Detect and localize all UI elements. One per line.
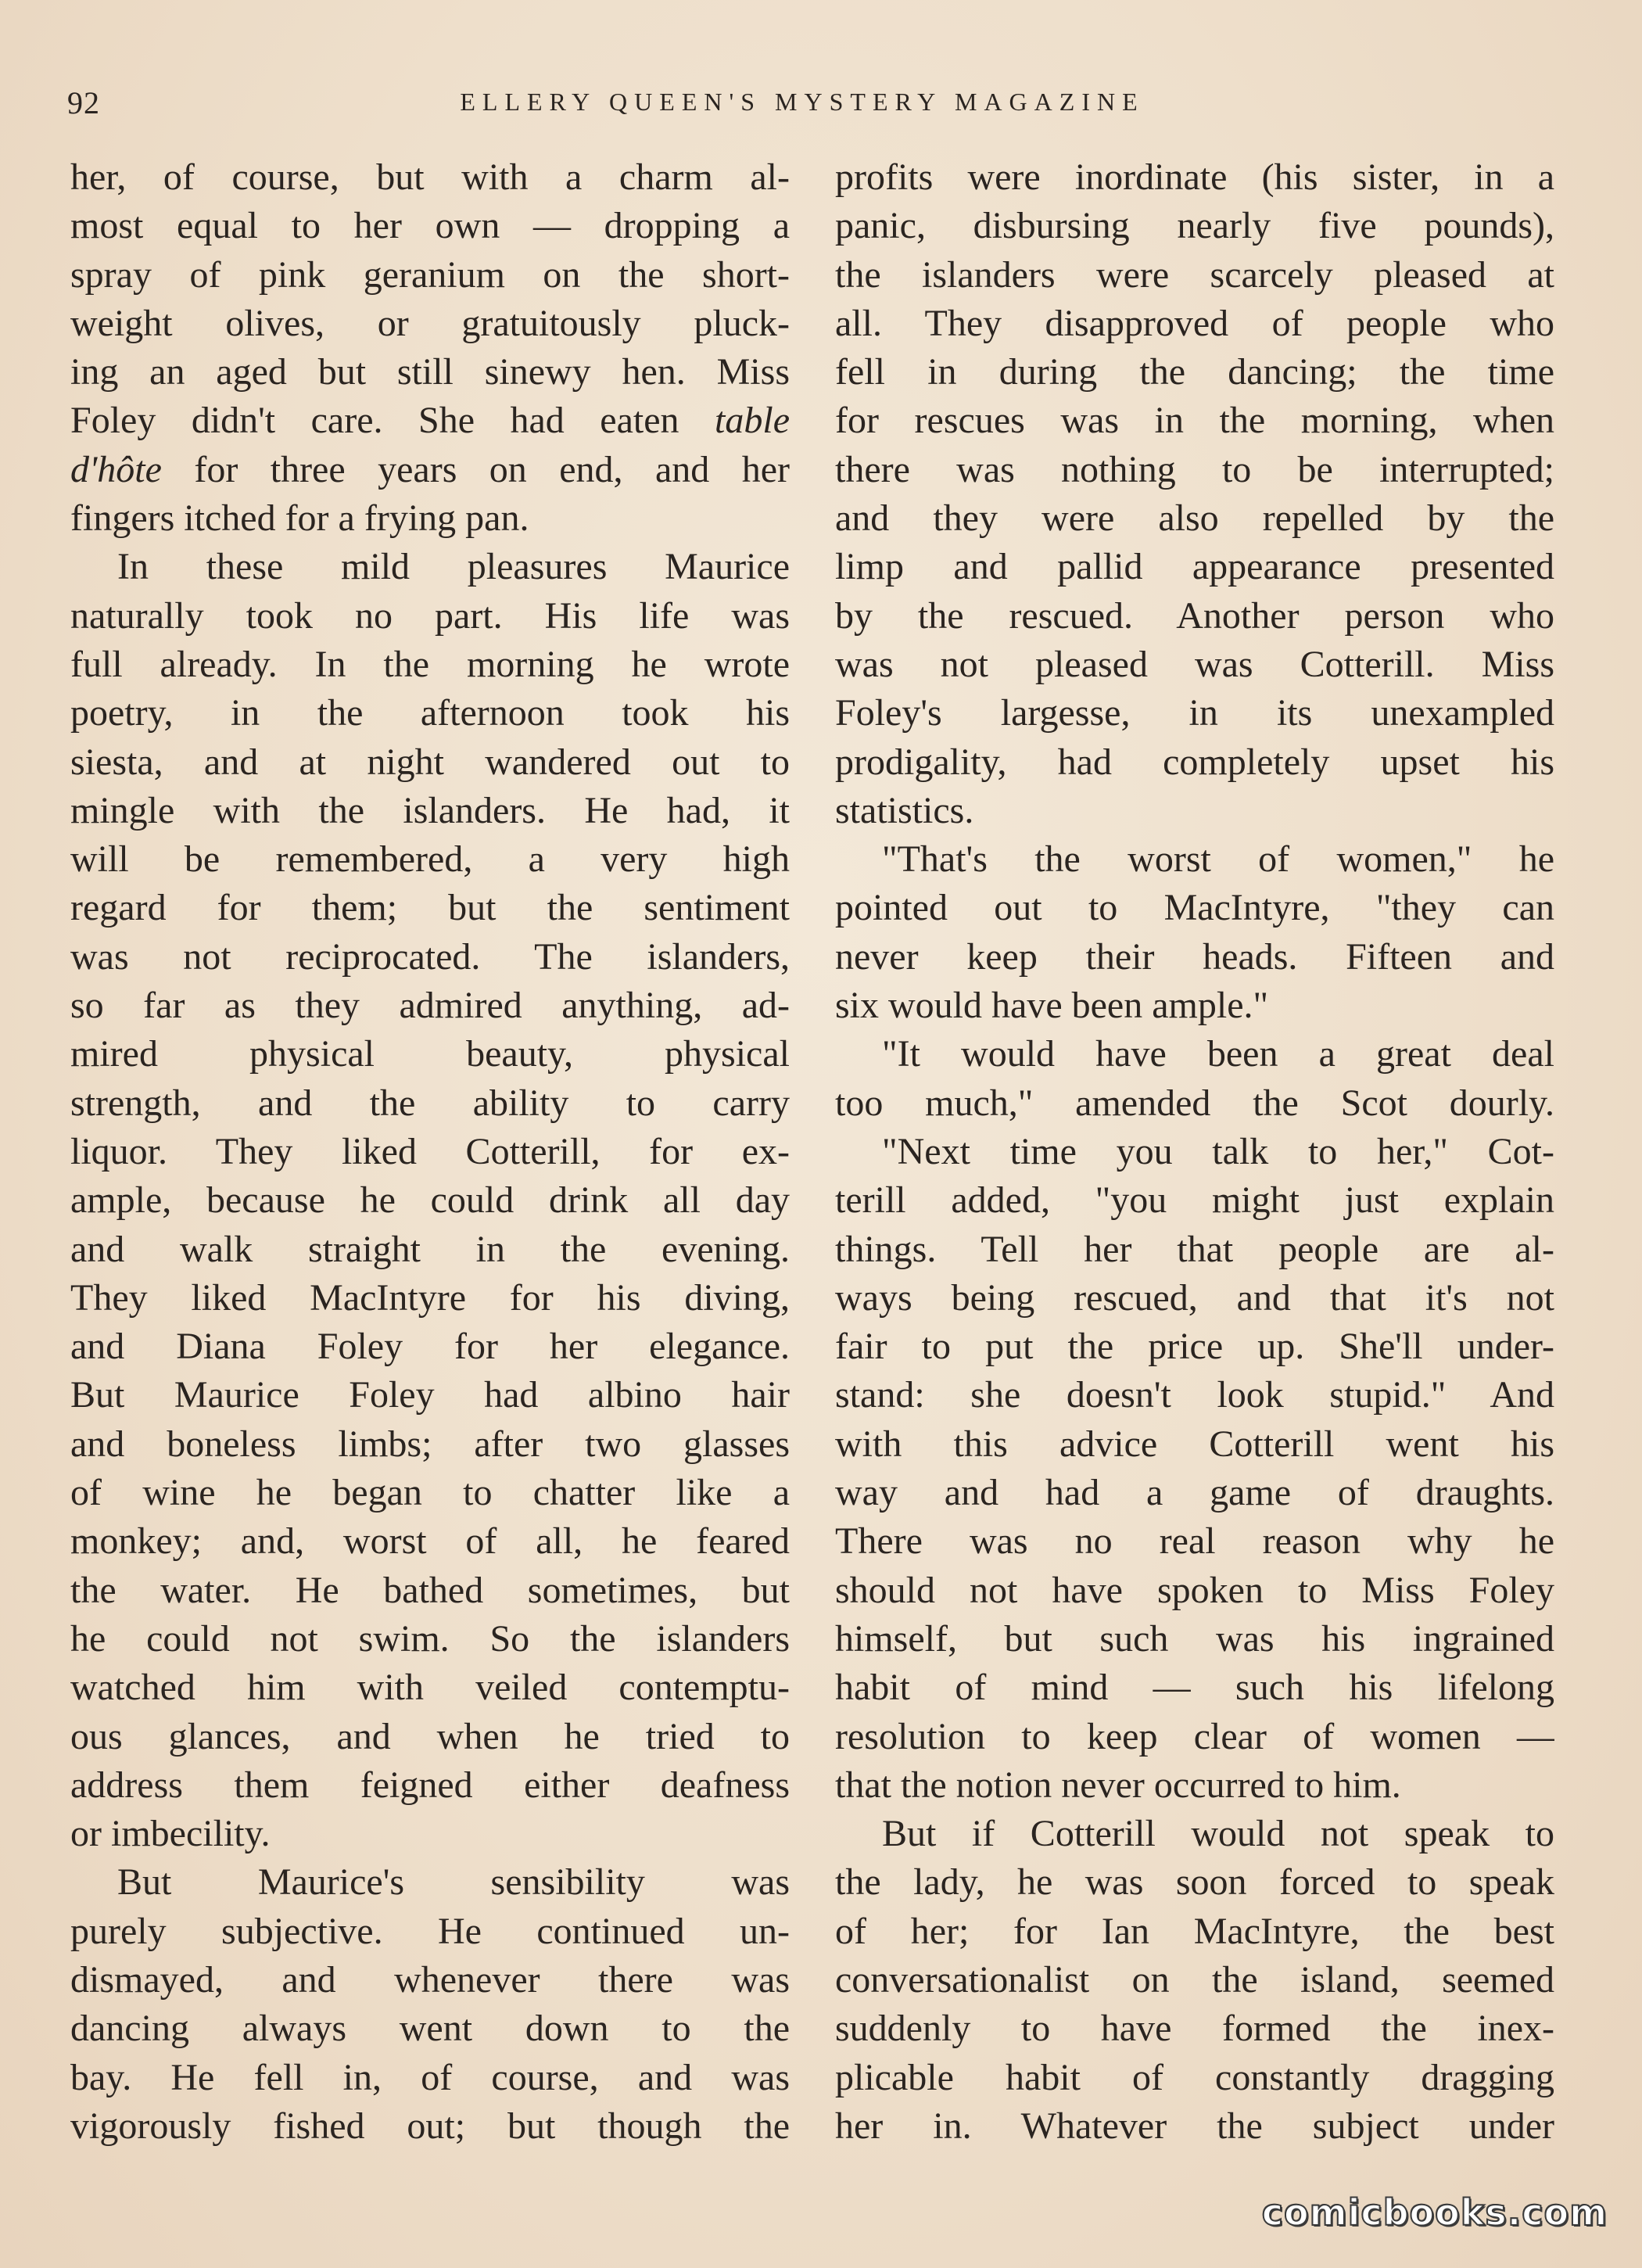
text-line: terill added, "you might just explain (835, 1179, 1554, 1222)
text-line: there was nothing to be interrupted; (835, 448, 1554, 490)
text-line: with this advice Cotterill went his (835, 1423, 1554, 1465)
text-line: profits were inordinate (his sister, in a (835, 156, 1554, 198)
text-line: address them feigned either deafness (70, 1764, 790, 1806)
text-line: way and had a game of draughts. (835, 1472, 1554, 1514)
text-line: In these mild pleasures Maurice (117, 546, 790, 588)
left-column (70, 153, 790, 2151)
text-line: things. Tell her that people are al- (835, 1228, 1554, 1270)
text-line: There was no real reason why he (835, 1520, 1554, 1563)
text-line: himself, but such was his ingrained (835, 1617, 1554, 1660)
text-line: But Maurice Foley had albino hair (70, 1374, 790, 1416)
text-line: purely subjective. He continued un- (70, 1910, 790, 1952)
text-line: fingers itched for a frying pan. (70, 497, 529, 540)
text-line: spray of pink geranium on the short- (70, 253, 790, 296)
text-line: suddenly to have formed the inex- (835, 2008, 1554, 2050)
text-line: dismayed, and whenever there was (70, 1958, 790, 2001)
text-line: watched him with veiled contemptu- (70, 1667, 790, 1709)
text-line: that the notion never occurred to him. (835, 1764, 1401, 1806)
text-line: plicable habit of constantly dragging (835, 2056, 1554, 2098)
text-line: mired physical beauty, physical (70, 1033, 790, 1075)
text-line: ample, because he could drink all day (70, 1179, 790, 1222)
text-line: fair to put the price up. She'll under- (835, 1326, 1554, 1368)
text-line: of her; for Ian MacIntyre, the best (835, 1910, 1554, 1952)
text-line: dancing always went down to the (70, 2008, 790, 2050)
text-line: But if Cotterill would not speak to (882, 1813, 1554, 1855)
text-line: poetry, in the afternoon took his (70, 692, 790, 734)
text-line: vigorously fished out; but though the (70, 2105, 790, 2147)
text-line: ous glances, and when he tried to (70, 1715, 790, 1757)
site-watermark: comicbooks.com (1261, 2191, 1608, 2234)
text-line: "Next time you talk to her," Cot- (882, 1130, 1554, 1172)
text-line: the lady, he was soon forced to speak (835, 1861, 1554, 1904)
text-line: will be remembered, a very high (70, 838, 790, 881)
text-line: d'hôte for three years on end, and her (70, 448, 790, 490)
text-line: most equal to her own — dropping a (70, 205, 790, 247)
text-line: should not have spoken to Miss Foley (835, 1569, 1554, 1611)
page-header (67, 84, 1576, 131)
text-line: "It would have been a great deal (882, 1033, 1554, 1075)
text-line: conversationalist on the island, seemed (835, 1958, 1554, 2001)
text-line: pointed out to MacIntyre, "they can (835, 887, 1554, 929)
text-line: was not pleased was Cotterill. Miss (835, 643, 1554, 685)
page-number: 92 (67, 85, 100, 120)
text-line: weight olives, or gratuitously pluck- (70, 302, 790, 344)
text-line: or imbecility. (70, 1813, 271, 1855)
text-line: for rescues was in the morning, when (835, 400, 1554, 442)
text-line: of wine he began to chatter like a (70, 1472, 790, 1514)
text-line: habit of mind — such his lifelong (835, 1667, 1554, 1709)
text-line: her in. Whatever the subject under (835, 2105, 1554, 2147)
text-line: all. They disapproved of people who (835, 302, 1554, 344)
text-line: resolution to keep clear of women — (835, 1715, 1554, 1757)
text-line: so far as they admired anything, ad- (70, 985, 790, 1027)
text-line: regard for them; but the sentiment (70, 887, 790, 929)
text-line: monkey; and, worst of all, he feared (70, 1520, 790, 1563)
text-line: mingle with the islanders. He had, it (70, 789, 790, 831)
text-line: limp and pallid appearance presented (835, 546, 1554, 588)
text-line: stand: she doesn't look stupid." And (835, 1374, 1554, 1416)
text-line: statistics. (835, 789, 974, 831)
text-line: They liked MacIntyre for his diving, (70, 1276, 790, 1319)
text-line: he could not swim. So the islanders (70, 1617, 790, 1660)
text-line: the islanders were scarcely pleased at (835, 253, 1554, 296)
text-line: "That's the worst of women," he (882, 838, 1554, 881)
text-line: too much," amended the Scot dourly. (835, 1082, 1554, 1124)
text-line: full already. In the morning he wrote (70, 643, 790, 685)
text-line: by the rescued. Another person who (835, 594, 1554, 637)
text-line: But Maurice's sensibility was (117, 1861, 790, 1904)
text-line: ing an aged but still sinewy hen. Miss (70, 351, 790, 393)
text-line: and they were also repelled by the (835, 497, 1554, 540)
text-line: liquor. They liked Cotterill, for ex- (70, 1130, 790, 1172)
text-line: never keep their heads. Fifteen and (835, 935, 1554, 978)
text-line: naturally took no part. His life was (70, 594, 790, 637)
text-line: six would have been ample." (835, 985, 1269, 1027)
text-line: ways being rescued, and that it's not (835, 1276, 1554, 1319)
text-line: strength, and the ability to carry (70, 1082, 790, 1124)
text-line: Foley didn't care. She had eaten table (70, 400, 790, 442)
text-line: her, of course, but with a charm al- (70, 156, 790, 198)
text-line: and walk straight in the evening. (70, 1228, 790, 1270)
right-column (835, 153, 1554, 2151)
text-line: siesta, and at night wandered out to (70, 741, 790, 783)
text-line: panic, disbursing nearly five pounds), (835, 205, 1554, 247)
text-line: fell in during the dancing; the time (835, 351, 1554, 393)
text-line: and boneless limbs; after two glasses (70, 1423, 790, 1465)
text-line: Foley's largesse, in its unexampled (835, 692, 1554, 734)
text-line: was not reciprocated. The islanders, (70, 935, 790, 978)
text-line: the water. He bathed sometimes, but (70, 1569, 790, 1611)
running-head: ELLERY QUEEN'S MYSTERY MAGAZINE (460, 88, 1145, 116)
text-line: and Diana Foley for her elegance. (70, 1326, 790, 1368)
text-line: bay. He fell in, of course, and was (70, 2056, 790, 2098)
text-line: prodigality, had completely upset his (835, 741, 1554, 783)
